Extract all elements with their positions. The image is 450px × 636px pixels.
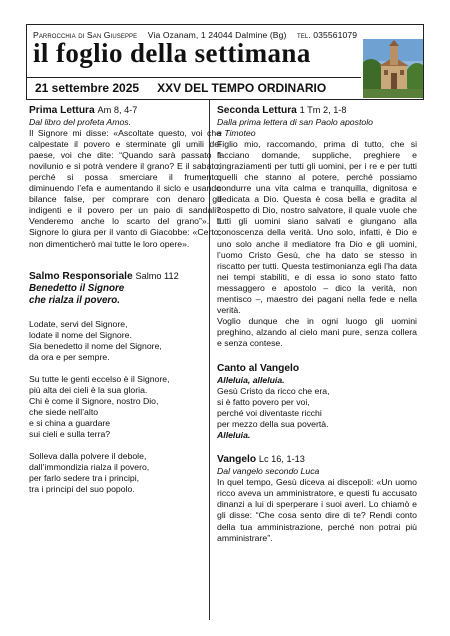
first-reading-heading (29, 104, 221, 117)
acclamation-line: si è fatto povero per voi, (217, 397, 310, 408)
psalm-stanza (29, 319, 221, 363)
first-reading-reference: Am 8, 4-7 (97, 105, 138, 115)
psalm-line: Solleva dalla polvere il debole, (29, 451, 147, 462)
psalm-stanza (29, 451, 221, 495)
gospel-heading (217, 453, 417, 466)
date-line (27, 77, 361, 98)
liturgical-occasion: XXV DEL TEMPO ORDINARIO (157, 81, 327, 95)
second-reading-text-continued: Voglio dunque che in ogni luogo gli uomini preghino, alzando al cielo mani pure, senza collera e senza contese. (217, 315, 417, 348)
issue-date: 21 settembre 2025 (35, 81, 140, 95)
psalm-heading (29, 270, 221, 283)
church-illustration (363, 39, 423, 98)
parish-name: Parrocchia di San Giuseppe (33, 30, 138, 40)
psalm-line: Su tutte le genti eccelso è il Signore, (29, 373, 170, 384)
gospel-title: Vangelo (217, 454, 257, 466)
second-reading-source-line-1: Dalla prima lettera di san Paolo apostolo (217, 117, 373, 127)
gospel-acclamation-heading: Canto al Vangelo (217, 362, 300, 374)
right-column (217, 104, 417, 544)
psalm-line: più alta dei cieli è la sua gloria. (29, 384, 148, 395)
psalm-line: Chi è come il Signore, nostro Dio, (29, 395, 159, 406)
acclamation-closing: Alleluia. (217, 430, 251, 441)
newsletter-title: il foglio della settimana (33, 38, 311, 68)
gospel-text: In quel tempo, Gesù diceva ai discepoli: «Un uomo ricco aveva un amministratore, e questi fu accusato dinanzi a lui di sperperare i suoi averi. Lo chiamò e gli disse: “Che cosa sento dire di te? Rendi conto della tua amministrazione, perché non potrai più amministrare”. (217, 477, 417, 543)
parish-phone: tel. 035561079 (296, 30, 358, 40)
second-reading-text: Figlio mio, raccomando, prima di tutto, che si facciano domande, suppliche, preghiere e ringraziamenti per tutti gli uomini, per i re e per tutti quelli che stanno al potere, perché possiamo condurre una vita calma e tranquilla, dignitosa e dedicata a Dio. Questa è cosa bella e gradita al cospetto di Dio, nostro salvatore, il quale vuole che tutti gli uomini siano salvati e giungano alla conoscenza della verità. Uno solo, infatti, è Dio e uno solo anche il mediatore fra Dio e gli uomini, l’uomo Cristo Gesù, che ha dato se stesso in riscatto per tutti. Questa testimonianza egli l’ha data nei tempi stabiliti, e di essa io sono stato fatto messaggero e apostolo – dico la verità, non mentisco –, maestro dei pagani nella fede e nella verità. (217, 139, 417, 315)
psalm-refrain-line-1: Benedetto il Signore (29, 282, 125, 294)
psalm-reference: Salmo 112 (135, 270, 179, 281)
psalm-stanza (29, 374, 221, 440)
parish-address: Via Ozanam, 1 24044 Dalmine (Bg) (147, 30, 287, 40)
psalm-refrain-line-2: che rialza il povero. (29, 295, 120, 307)
psalm-line: dall’immondizia rialza il povero, (29, 462, 150, 473)
psalm-line: per farlo sedere tra i principi, (29, 473, 140, 484)
second-reading-source-line-2: a Timoteo (217, 128, 256, 139)
second-reading-reference: 1 Tm 2, 1-8 (299, 105, 347, 115)
psalm-line: sui cieli e sulla terra? (29, 428, 111, 439)
psalm-title: Salmo Responsoriale (29, 270, 133, 282)
acclamation-line: per mezzo della sua povertà. (217, 419, 329, 430)
masthead (26, 24, 424, 100)
psalm-line: da ora e per sempre. (29, 351, 110, 362)
first-reading-source: Dal libro del profeta Amos. (29, 117, 132, 127)
psalm-line: Sia benedetto il nome del Signore, (29, 340, 162, 351)
acclamation-line: Gesù Cristo da ricco che era, (217, 386, 330, 397)
psalm-line: lodate il nome del Signore. (29, 329, 132, 340)
psalm-line: tra i principi del suo popolo. (29, 484, 135, 495)
psalm-line: che siede nell’alto (29, 406, 99, 417)
psalm-line: Lodate, servi del Signore, (29, 318, 128, 329)
acclamation-line: perché voi diventaste ricchi (217, 408, 322, 419)
first-reading-text: Il Signore mi disse: «Ascoltate questo, voi che calpestate il povero e sterminate gli umili del paese, voi che dite: “Quando sarà passato il novilunio e si potrà vendere il grano? E il sabato, perché si possa smerciare il frumento, diminuendo l’efa e aumentando il siclo e usando bilance false, per comprare con denaro gli indigenti e il povero per un paio di sandali? Venderemo anche lo scarto del grano”». Il Signore lo giura per il vanto di Giacobbe: «Certo, non dimenticherò mai tutte le loro opere». (29, 128, 221, 249)
first-reading-title: Prima Lettura (29, 105, 95, 116)
second-reading-title: Seconda Lettura (217, 105, 297, 116)
second-reading-heading (217, 104, 417, 117)
psalm-line: e si china a guardare (29, 417, 111, 428)
acclamation-alleluia: Alleluia, alleluia. (217, 374, 285, 385)
gospel-source: Dal vangelo secondo Luca (217, 466, 320, 477)
gospel-reference: Lc 16, 1-13 (258, 454, 305, 465)
left-column (29, 104, 221, 495)
